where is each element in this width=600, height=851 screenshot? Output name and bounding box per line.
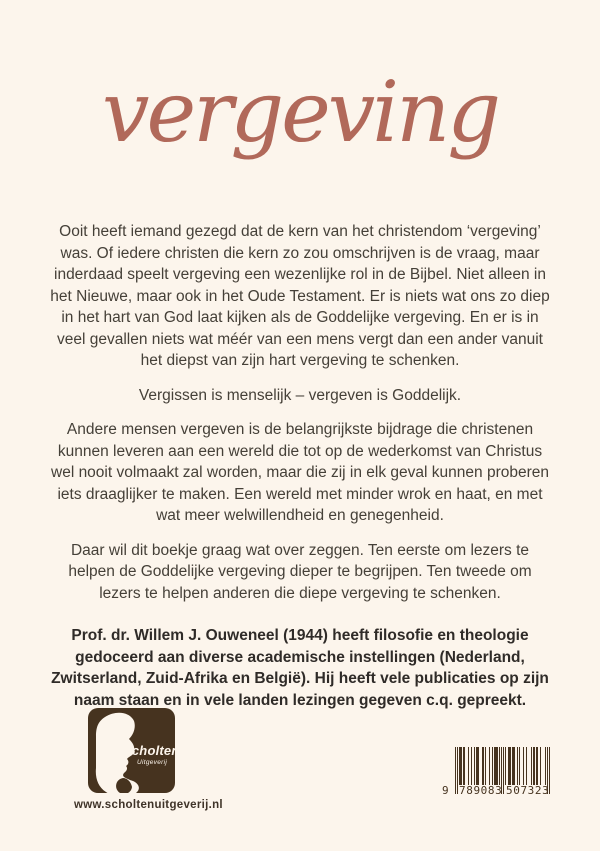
website-url: www.scholtenuitgeverij.nl [74, 799, 223, 811]
book-title: vergeving [102, 63, 498, 161]
publisher-logo [88, 708, 180, 793]
blurb-paragraph-1: Ooit heeft iemand gezegd dat de kern van het christendom ‘vergeving’ was. Of iedere christen die kern zo zou omschrijven is de vraag, maar inderdaad speelt vergeving een wezenlijke rol in de Bijbel. Niet alleen in het Nieuwe, maar ook in het Oude Testament. Er is niets wat ons zo diep in het hart van God laat kijken als de Goddelijke vergeving. En er is in veel gevallen niets wat méér van een mens vergt dan een ander vanuit het diepst van zijn hart vergeving te schenken. [50, 223, 550, 369]
publisher-subtitle: Uitgeverij [137, 759, 168, 766]
author-bio: Prof. dr. Willem J. Ouweneel (1944) heeft filosofie en theologie gedoceerd aan diverse academische instellingen (Nederland, Zwitserland, Zuid-Afrika en België). Hij heeft vele publicaties op zijn naam staan en in vele landen lezingen gegeven c.q. gepreekt. [51, 627, 549, 709]
publisher-name: Scholten [123, 743, 180, 758]
tagline-line: Vergissen is menselijk – vergeven is Goddelijk. [138, 386, 462, 404]
barcode-prefix-digit: 9 [442, 784, 449, 797]
blurb-text-column [50, 221, 550, 724]
barcode-group-1: 789083 [459, 784, 503, 797]
barcode-group-2: 507323 [506, 784, 550, 797]
barcode-digits [442, 784, 554, 798]
barcode [442, 747, 554, 802]
blurb-paragraph-2: Andere mensen vergeven is de belangrijkste bijdrage die christenen kunnen leveren aan een wereld die tot op de wederkomst van Christus wel nooit volmaakt zal worden, maar die zij in elk geval kunnen proberen iets draaglijker te maken. Een wereld met minder wrok en haat, en met wat meer welwillendheid en genegenheid. [51, 421, 549, 524]
blurb-paragraph-3: Daar wil dit boekje graag wat over zeggen. Ten eerste om lezers te helpen de Goddelijke vergeving dieper te begrijpen. Ten tweede om lezers te helpen anderen die diepe vergeving te schenken. [68, 541, 532, 602]
